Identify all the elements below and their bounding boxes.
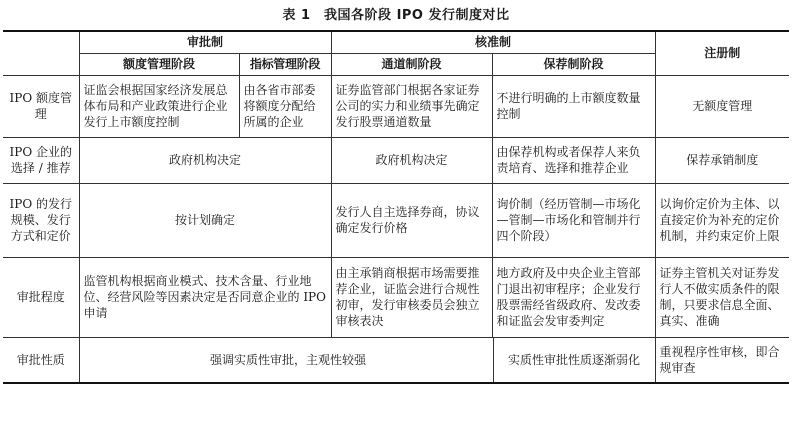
cell-sponsor-stage: 不进行明确的上市额度数量控制 xyxy=(492,75,655,137)
table-row xyxy=(3,183,789,257)
row-label-quota: IPO 额度管理 xyxy=(3,75,79,137)
corner-cell xyxy=(3,31,79,75)
row-label-issuance: IPO 的发行规模、发行方式和定价 xyxy=(3,183,79,257)
cell-approval: 按计划确定 xyxy=(79,183,331,257)
ipo-comparison-table xyxy=(3,30,789,384)
cell-registration: 以询价定价为主体、以直接定价为补充的定价机制，并约束定价上限 xyxy=(655,183,789,257)
cell-approval: 政府机构决定 xyxy=(79,137,331,183)
cell-sponsor-stage: 由保荐机构或者保荐人来负责培育、选择和推荐企业 xyxy=(492,137,655,183)
cell-registration: 无额度管理 xyxy=(655,75,789,137)
table-title: 表 1 我国各阶段 IPO 发行制度对比 xyxy=(282,8,510,23)
header-approval: 审批制 xyxy=(79,31,331,53)
cell-registration: 重视程序性审核，即合规审查 xyxy=(655,337,789,383)
table-row xyxy=(3,137,789,183)
row-label-selection: IPO 企业的选择 / 推荐 xyxy=(3,137,79,183)
table-row xyxy=(3,337,789,383)
header-sponsor-stage: 保荐制阶段 xyxy=(492,53,655,75)
header-channel-stage: 通道制阶段 xyxy=(331,53,492,75)
header-indicator-stage: 指标管理阶段 xyxy=(239,53,331,75)
cell-channel-stage: 发行人自主选择券商，协议确定发行价格 xyxy=(331,183,492,257)
header-registration: 注册制 xyxy=(655,31,789,75)
row-label-procedure: 审批程度 xyxy=(3,257,79,337)
cell-sponsor-stage: 地方政府及中央企业主管部门退出初审程序；企业发行股票需经省级政府、发改委和证监会发审委判定 xyxy=(492,257,655,337)
header-verification: 核准制 xyxy=(331,31,655,53)
cell-channel-stage: 政府机构决定 xyxy=(331,137,492,183)
cell-channel-stage: 证券监管部门根据各家证券公司的实力和业绩事先确定发行股票通道数量 xyxy=(331,75,492,137)
cell-registration: 证券主管机关对证券发行人不做实质条件的限制，只要求信息全面、真实、准确 xyxy=(655,257,789,337)
table-row xyxy=(3,75,789,137)
nature-approval-text: 强调实质性审批，主观性较强 xyxy=(209,352,366,367)
header-quota-stage: 额度管理阶段 xyxy=(79,53,239,75)
cell-quota-stage: 证监会根据国家经济发展总体布局和产业政策进行企业发行上市额度控制 xyxy=(79,75,239,137)
cell-registration: 保荐承销制度 xyxy=(655,137,789,183)
cell-approval-verification xyxy=(79,337,655,383)
nature-sponsor-text: 实质性审批性质逐渐弱化 xyxy=(493,338,655,382)
table-row xyxy=(3,257,789,337)
cell-approval: 监管机构根据商业模式、技术含量、行业地位、经营风险等因素决定是否同意企业的 IPO 申请 xyxy=(79,257,331,337)
row-label-nature: 审批性质 xyxy=(3,337,79,383)
cell-sponsor-stage: 询价制（经历管制—市场化—管制—市场化和管制并行四个阶段） xyxy=(492,183,655,257)
group-header-row xyxy=(3,31,789,53)
cell-indicator-stage: 由各省市部委将额度分配给所属的企业 xyxy=(239,75,331,137)
cell-channel-stage: 由主承销商根据市场需要推荐企业，证监会进行合规性初审，发行审核委员会独立审核表决 xyxy=(331,257,492,337)
